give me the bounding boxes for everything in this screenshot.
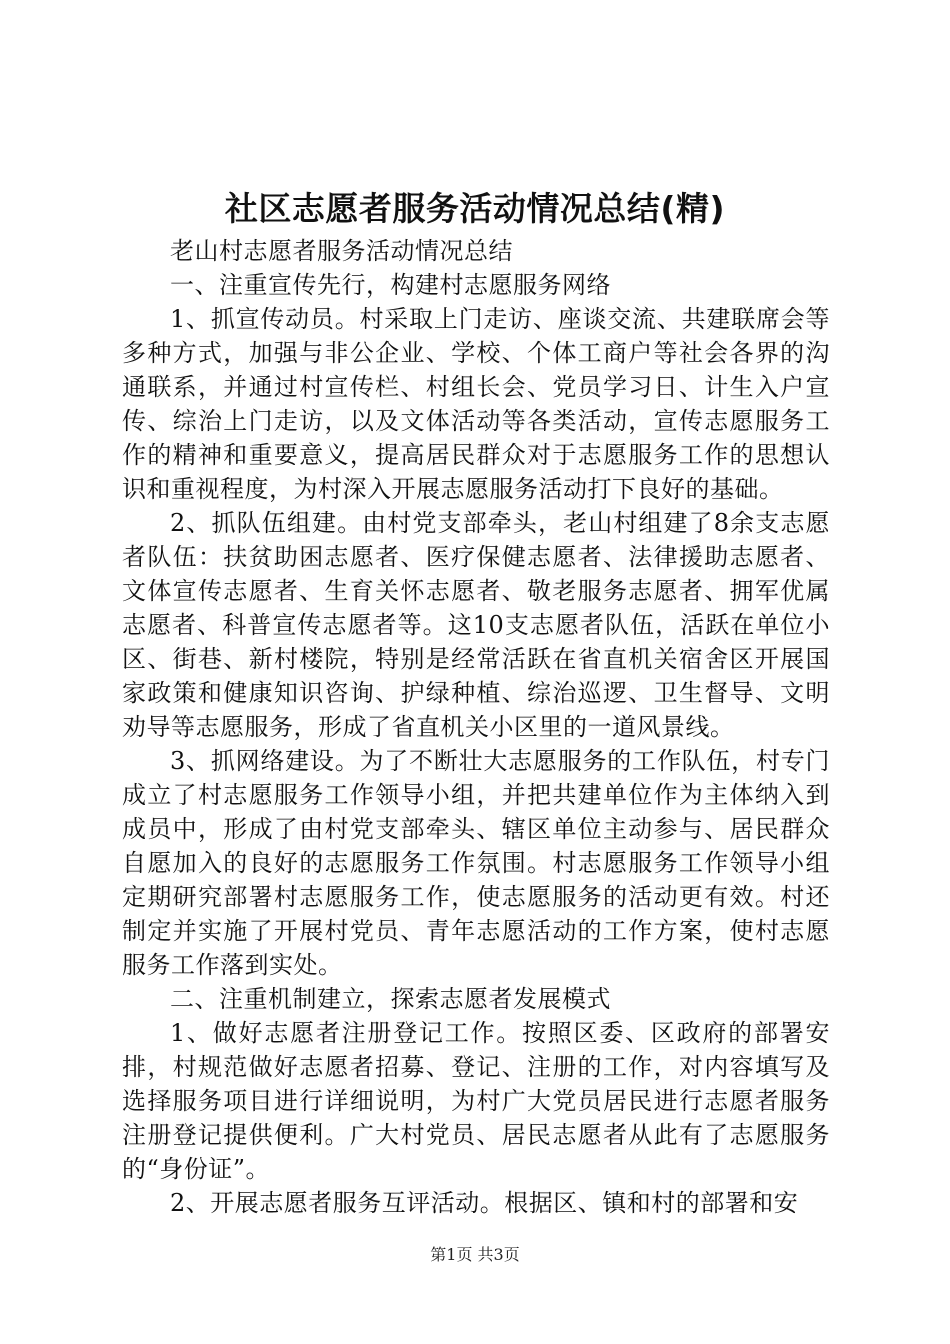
paragraph-subtitle: 老山村志愿者服务活动情况总结 bbox=[170, 237, 513, 265]
paragraph-network-building: 3、抓网络建设。为了不断壮大志愿服务的工作队伍，村专门成立了村志愿服务工作领导小组，并把共建单位作为主体纳入到成员中，形成了由村党支部牵头、辖区单位主动参与、居民群众自愿加入的良好的志愿服务工作氛围。村志愿服务工作领导小组定期研究部署村志愿服务工作，使志愿服务的活动更有效。村还制定并实施了开展村党员、青年志愿活动的工作方案，使村志愿服务工作落到实处。 bbox=[122, 747, 830, 979]
document-body bbox=[122, 234, 830, 1220]
paragraph-registration: 1、做好志愿者注册登记工作。按照区委、区政府的部署安排，村规范做好志愿者招募、登记、注册的工作，对内容填写及选择服务项目进行详细说明，为村广大党员居民进行志愿者服务注册登记提供便利。广大村党员、居民志愿者从此有了志愿服务的“身份证”。 bbox=[122, 1019, 830, 1183]
paragraph-team-building: 2、抓队伍组建。由村党支部牵头，老山村组建了8余支志愿者队伍：扶贫助困志愿者、医疗保健志愿者、法律援助志愿者、文体宣传志愿者、生育关怀志愿者、敬老服务志愿者、拥军优属志愿者、科普宣传志愿者等。这10支志愿者队伍，活跃在单位小区、街巷、新村楼院，特别是经常活跃在省直机关宿舍区开展国家政策和健康知识咨询、护绿种植、综治巡逻、卫生督导、文明劝导等志愿服务，形成了省直机关小区里的一道风景线。 bbox=[122, 509, 830, 741]
paragraph-section-2-heading: 二、注重机制建立，探索志愿者发展模式 bbox=[170, 985, 611, 1013]
page-number-footer: 第1页 共3页 bbox=[430, 1245, 520, 1264]
paragraph-section-1-heading: 一、注重宣传先行，构建村志愿服务网络 bbox=[170, 271, 611, 299]
paragraph-mutual-evaluation: 2、开展志愿者服务互评活动。根据区、镇和村的部署和安 bbox=[170, 1189, 799, 1217]
paragraph-publicity: 1、抓宣传动员。村采取上门走访、座谈交流、共建联席会等多种方式，加强与非公企业、学校、个体工商户等社会各界的沟通联系，并通过村宣传栏、村组长会、党员学习日、计生入户宣传、综治上门走访，以及文体活动等各类活动，宣传志愿服务工作的精神和重要意义，提高居民群众对于志愿服务工作的思想认识和重视程度，为村深入开展志愿服务活动打下良好的基础。 bbox=[122, 305, 830, 503]
document-title: 社区志愿者服务活动情况总结(精) bbox=[224, 189, 726, 228]
